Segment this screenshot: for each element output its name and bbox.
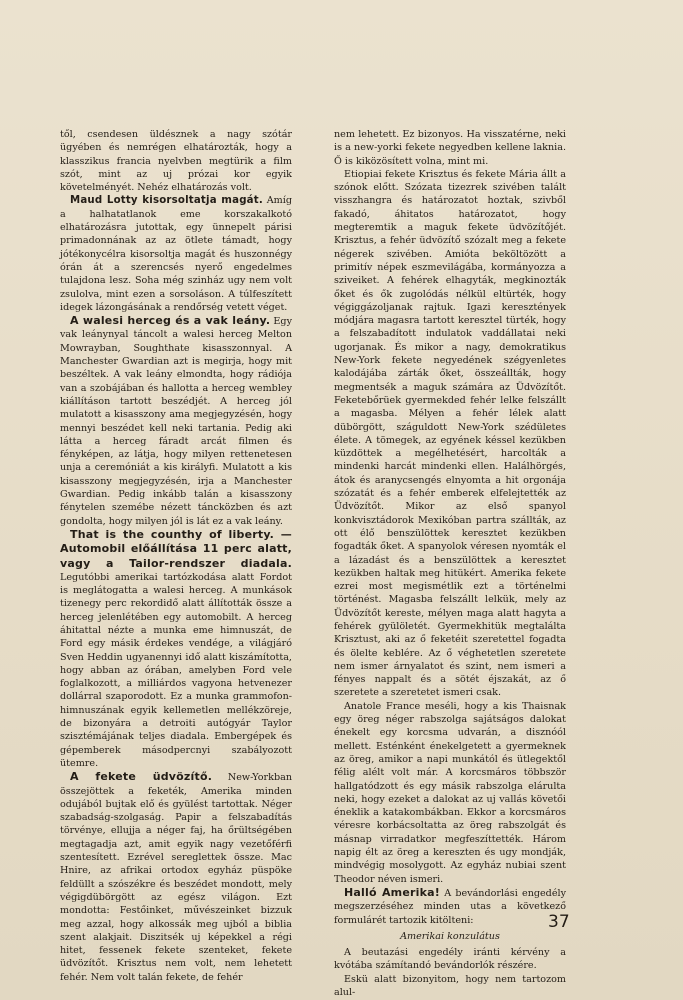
paragraph: től, csendesen üldésznek a nagy szótár ügyében és nemrégen elhatározták, hogy a klasszikus francia nyelvben megtürik a film szót, mint az uj prózai kor egyik követelményét. Nehéz elhatározás volt.: [60, 129, 292, 194]
paragraph: [60, 314, 292, 528]
section-heading: That is the counthy of liberty. — Automobil előállítása 11 perc alatt, vagy a Tailor-rendszer diadala.: [60, 527, 292, 570]
paragraph-text: Legutóbbi amerikai tartózkodása alatt Fordot is meglátogatta a walesi herceg. A munkások tizenegy perc rekordidő alatt állították össze a herceg jelenlétében egy automobilt. A herceg áhitattal nézte a munka eme himnuszát, de Ford egy másik érdekes vendége, a világjáró Sven Heddin ugyanennyi idő alatt kiszámította, hogy abban az órában, amelyben Ford vele foglalkozott, a milliárdos vagyona hetvenezer dollárral szaporodott. Ez a munka grammofon-himnuszának egyik kellemetlen mellékzöreje, de bizonyára a detroiti autógyár Taylor szisztémájának teljes diadala. Embergépek és gépemberek másodpercnyi szabályozott ütemre.: [60, 571, 292, 769]
paragraph: [60, 194, 292, 314]
paragraph-text: A bevándorlási engedély megszerzéséhez minden utas a következő formulárét tartozik kitölteni:: [334, 887, 566, 926]
paragraph: A beutazási engedély iránti kérvény a kvótába számítandó bevándorlók részére.: [334, 947, 566, 972]
paragraph: [60, 770, 292, 984]
paragraph-text: New-Yorkban összejöttek a feketék, Amerika minden odujából bujtak elő és gyülést tartottak. Néger szabadság-szolgaság. Papir a felszabadítás törvénye, ellujja a néger faj, ha őrültségében megtagadja azt, amit egyik nagy vezetőférfi szentesített. Ezrével sereglettek össze. Mac Hnire, az afrikai ortodox egyház püspöke feldüllt a szószékre és beszédet mondott, mely végigdübörgött az egész világon. Ezt mondotta: Festőinket, művészeinket bizzuk meg azzal, hogy alkossák meg ujból a biblia szent alakjait. Diszitsék uj képekkel a régi hitet, fessenek fekete szenteket, fekete üdvözítőt. Krisztus nem volt, nem lehetett fehér. Nem volt talán fekete, de fehér: [60, 772, 292, 983]
section-heading: A fekete üdvözítő.: [70, 770, 213, 784]
paragraph: Anatole France meséli, hogy a kis Thaisnak egy öreg néger rabszolga sajátságos dalokat énekelt egy korcsma udvarán, a disznóól mellett. Esténként énekelgetett a gyermeknek az öreg, amikor a napi munkától és ütlegektől félig alélt volt már. A korcsmáros többször hallgatódzott és egy másik rabszolga elárulta neki, hogy ezeket a dalokat az uj vallás követői éneklik a katakombákban. Ekkor a korcsmáros véresre korbácsoltatta az öreg rabszolgát és másnap virradatkor megfeszíttették. Három napig élt az öreg a kereszten és ugy mondják, mindvégig mosolygott. Az egyház nubiai szent Theodor néven ismeri.: [334, 700, 566, 885]
paragraph-text: Egy vak leánynyal táncolt a walesi herceg Melton Mowrayban, Soughthate kisasszonnyal. A Manchester Gwardian azt is megirja, hogy mit beszéltek. A vak leány elmondta, hogy rádiója van a szobájában és hallotta a herceg wembley kiállításon tartott beszédjét. A herceg jól mulatott a kisasszony ama megjegyzésén, hogy mennyi beszédet kell neki tartania. Pedig aki látta a herceg fáradt arcát filmen és fényképen, az látja, hogy milyen rettenetesen unja a ceremóniát a kis királyfi. Mulatott a kis kisasszony megjegyzésén, irja a Manchester Gwardian. Pedig inkább talán a kisasszony fénytelen szemébe nézett táncközben és azt gondolta, hogy milyen jól is lát ez a vak leány.: [60, 316, 292, 527]
right-column: [334, 128, 566, 999]
paragraph: [60, 528, 292, 770]
paragraph: Eskü alatt bizonyitom, hogy nem tartozom alul-: [334, 973, 566, 998]
paragraph: nem lehetett. Ez bizonyos. Ha visszatérne, neki is a new-yorki fekete negyedben kellene laknia. Ő is kiközösített volna, mint mi.: [334, 129, 566, 167]
section-heading: Maud Lotty kisorsoltatja magát.: [70, 195, 263, 207]
section-heading: A walesi herceg és a vak leány.: [70, 314, 271, 328]
section-heading: Halló Amerika!: [344, 885, 440, 899]
paragraph: Etiopiai fekete Krisztus és fekete Mária állt a szónok előtt. Szózata tizezrek szivében talált visszhangra és határozatot hoztak, szivből fakadó, áhitatos határozatot, hogy megteremtik a maguk fekete üdvözítőjét. Krisztus, a fehér üdvözítő szózalt meg a fekete négerek szivében. Amióta beköltözött a primitív népek eszmevilágába, kormányozza a sziveiket. A fehérek elhagyták, megkinozták őket és ők zugolódás nélkül eltürték, hogy végiggázoljanak rajtuk. Igazi keresztények módjára magasra tartott keresztel türték, hogy a felszabadított indulatok vaddállatai neki ugorjanak. És mikor a nagy, demokratikus New-York fekete negyedének szégyenletes kalodájába zárták őket, összeállták, hogy megmentsék a maguk számára az Üdvözítőt. Feketebőrüek gyermekded fehér lelke felszállt a magasba. Mélyen a fehér lélek alatt dübörgött, száguldott New-York szédületes élete. A tömegek, az egyének késsel kezükben küzdöttek a megélhetésért, harcolták a mindenki harcát mindenki ellen. Halálhörgés, átok és aranycsengés elnyomta a hit orgonája szózatát és a fehér emberek elfelejtették az Üdvözítőt. Mikor az első spanyol konkvisztádorok Mexikóban partra szállták, az ott élő benszülöttek keresztet kezükben fogadták őket. A spanyolok véresen nyomták el a lázadást és a benszülöttek a keresztet kezükben haltak meg hitükért. Amerika fekete ezrei most megismétlik ezt a történelmi történést. Magasba felszállt lelkük, mely az Üdvözítőt kereste, mélyen maga alatt hagyta a fehérek gyülöletét. Gyermekhitük megtalálta Krisztust, aki az ő feketéit szeretettel fogadta és ölelte keblére. Az ő véghetetlen szeretete nem ismer árnyalatot és szint, nem ismeri a fényes nappalt és a sötét éjszakát, az ő szeretete a szeretetet ismeri csak.: [334, 168, 566, 699]
page-number: 37: [548, 912, 570, 932]
form-title: Amerikai konzulátus: [400, 930, 500, 942]
paragraph: [334, 886, 566, 927]
paragraph-text: Amíg a halhatatlanok eme korszakalkotó elhatározásra jutottak, egy ünnepelt párisi primadonnának az az ötlete támadt, hogy jótékonycélra kisorsoltja magát és huszonnégy órán át a szerencsés nyerő engedelmes tulajdona lesz. Soha még szinház ugy nem volt zsulolva, mint ezen a sorsoláson. A túlfeszített idegek lázongásának a rendőrség vetett véget.: [60, 195, 292, 313]
left-column: [60, 128, 292, 984]
